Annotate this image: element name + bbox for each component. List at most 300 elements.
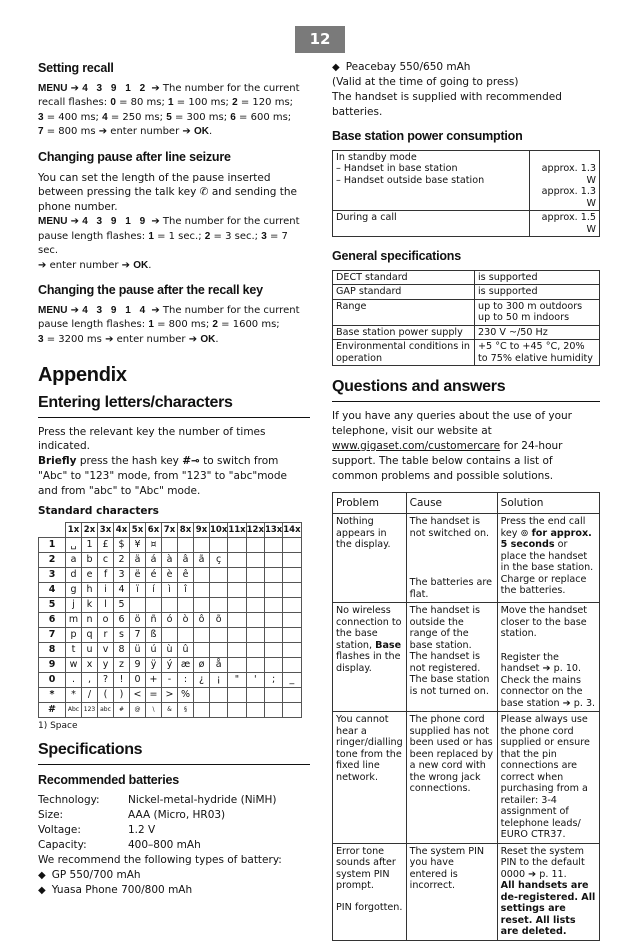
menu-key: MENU [38, 82, 68, 94]
solution-cell: Please always use the phone cord supplied or ensure that the pin connections are correct when purchasing from a retailer: 3-4 assignment of telephone leads/ EURO CTR37. [497, 712, 599, 844]
character-cell: = [146, 688, 162, 703]
table-row [333, 270, 600, 285]
character-cell [228, 643, 246, 658]
table-cell: approx. 1.5 W [530, 211, 600, 237]
cell-text: p. 10. [553, 663, 582, 675]
table-row [333, 211, 600, 237]
table-cell: Range [333, 299, 475, 325]
key-cell: 6 [39, 613, 66, 628]
key-sequence: 4 3 9 1 2 [82, 82, 149, 94]
table-cell: DECT standard [333, 270, 475, 285]
briefly-label: Briefly [38, 455, 77, 468]
character-cell: @ [130, 703, 146, 718]
spec-value: 400–800 mAh [128, 838, 201, 851]
arrow-right-icon: ➔ [528, 868, 537, 880]
column-header: 12x [246, 523, 264, 538]
value-key: 3 [261, 230, 267, 242]
character-row [39, 688, 302, 703]
cell-line: The base station is not turned on. [409, 674, 490, 697]
hash-key-icon: #⊸ [182, 455, 200, 468]
supplied-note: The handset is supplied with recommended batteries. [332, 91, 562, 118]
character-cell [228, 688, 246, 703]
character-cell [283, 703, 301, 718]
character-cell [246, 703, 264, 718]
arrow-right-icon: ➔ [70, 216, 80, 228]
table-row [333, 150, 600, 211]
character-cell: * [66, 688, 82, 703]
character-cell: k [82, 598, 98, 613]
character-cell [194, 568, 210, 583]
character-cell: ␣ [66, 538, 82, 553]
key-cell: 7 [39, 628, 66, 643]
batteries-heading: Recommended batteries [38, 772, 179, 787]
character-cell [264, 598, 282, 613]
step-text: pause length flashes: [38, 319, 146, 331]
character-cell [178, 538, 194, 553]
value-text: = 250 ms; [110, 111, 163, 123]
cell-line: approx. 1.3 W [541, 186, 596, 209]
value-text: = 1600 ms; [221, 319, 280, 331]
column-header: 3x [98, 523, 114, 538]
table-cell [39, 523, 66, 538]
value-text: = 3 sec.; [213, 230, 259, 242]
character-cell: 5 [114, 598, 130, 613]
character-cell: x [82, 658, 98, 673]
value-text: = 800 ms [46, 126, 96, 138]
step-text: pause length flashes: [38, 230, 146, 242]
column-header: 11x [228, 523, 246, 538]
spec-row [38, 793, 310, 808]
qa-heading-wrap [332, 376, 600, 402]
character-cell: < [130, 688, 146, 703]
character-cell [178, 628, 194, 643]
battery-type: ◆ Peacebay 550/650 mAh [332, 60, 600, 75]
table-cell [333, 150, 530, 211]
setting-recall-heading: Setting recall [38, 61, 114, 75]
table-cell: is supported [475, 270, 600, 285]
character-cell [246, 643, 264, 658]
character-cell: l [98, 598, 114, 613]
character-cell: 6 [114, 613, 130, 628]
value-key: 5 [166, 111, 172, 123]
arrow-right-icon: ➔ [182, 126, 191, 138]
character-cell [162, 538, 178, 553]
character-cell: 1 [82, 538, 98, 553]
character-cell: ì [162, 583, 178, 598]
character-cell [246, 553, 264, 568]
character-cell: abc [98, 703, 114, 718]
character-cell [246, 658, 264, 673]
character-cell: é [146, 568, 162, 583]
character-cell [283, 688, 301, 703]
table-cell: +5 °C to +45 °C, 20% to 75% elative humidity [475, 340, 600, 366]
character-cell: n [82, 613, 98, 628]
table-row [333, 603, 600, 712]
cell-text: Check the mains connector on the base station [500, 674, 583, 709]
character-cell [162, 628, 178, 643]
value-text: = 1 sec.; [157, 230, 202, 242]
entering-heading: Entering letters/characters [38, 393, 233, 411]
arrow-right-icon: ➔ [105, 333, 114, 345]
character-cell: u [82, 643, 98, 658]
cell-line: The handset is not switched on. [409, 516, 490, 539]
changing-pause-heading: Changing pause after line seizure [38, 149, 231, 164]
step-text: The number for the current [162, 82, 300, 94]
character-cell: ò [178, 613, 194, 628]
cell-text: Press the end call key [500, 516, 586, 539]
character-cell: ç [210, 553, 228, 568]
changing-recall-pause-heading: Changing the pause after the recall key [38, 283, 263, 298]
character-cell [162, 598, 178, 613]
ok-key: OK [193, 126, 209, 138]
character-cell [210, 688, 228, 703]
character-cell [264, 553, 282, 568]
character-cell: p [66, 628, 82, 643]
character-cell: z [114, 658, 130, 673]
table-cell: up to 300 m outdoors up to 50 m indoors [475, 299, 600, 325]
character-cell: s [114, 628, 130, 643]
cell-text: p. 3. [573, 697, 596, 709]
character-cell: c [98, 553, 114, 568]
value-key: 1 [168, 97, 174, 109]
character-cell: ø [194, 658, 210, 673]
cell-line: Error tone sounds after system PIN prompt. [336, 845, 396, 892]
column-header: 13x [264, 523, 282, 538]
value-key: 6 [230, 111, 236, 123]
character-cell [210, 568, 228, 583]
character-cell: f [98, 568, 114, 583]
left-column [38, 60, 310, 898]
character-cell: + [146, 673, 162, 688]
value-key: 0 [110, 97, 116, 109]
arrow-right-icon: ➔ [98, 126, 108, 138]
character-row [39, 658, 302, 673]
character-cell: ¥ [130, 538, 146, 553]
character-cell: i [98, 583, 114, 598]
table-cell: 230 V ~/50 Hz [475, 325, 600, 340]
character-cell: $ [114, 538, 130, 553]
table-cell: Base station power supply [333, 325, 475, 340]
support-link[interactable]: www.gigaset.com/customercare [332, 439, 501, 452]
value-key: 3 [38, 333, 44, 345]
character-cell: q [82, 628, 98, 643]
character-cell [264, 538, 282, 553]
column-header: 4x [114, 523, 130, 538]
value-key: 3 [38, 111, 44, 123]
character-cell [283, 598, 301, 613]
arrow-right-icon: ➔ [121, 259, 131, 271]
column-header: 14x [283, 523, 301, 538]
character-cell [228, 658, 246, 673]
spec-key: Capacity: [38, 838, 87, 851]
briefly-text [38, 454, 310, 499]
table-row [333, 340, 600, 366]
value-text: = 7 sec. [38, 230, 288, 257]
key-cell: 8 [39, 643, 66, 658]
character-row [39, 583, 302, 598]
character-cell [210, 643, 228, 658]
character-cell: t [66, 643, 82, 658]
spec-value: AAA (Micro, HR03) [128, 809, 226, 822]
character-cell: m [66, 613, 82, 628]
page-number: 12 [309, 29, 331, 48]
character-cell: 3 [114, 568, 130, 583]
step-text: The number for the current [162, 216, 300, 228]
character-cell: h [82, 583, 98, 598]
character-cell [264, 568, 282, 583]
key-cell: 3 [39, 568, 66, 583]
column-header: 1x [66, 523, 82, 538]
table-row [333, 299, 600, 325]
character-row [39, 568, 302, 583]
character-cell: . [66, 673, 82, 688]
character-cell [194, 598, 210, 613]
value-text: = 400 ms; [46, 111, 99, 123]
character-cell [283, 553, 301, 568]
character-cell: § [178, 703, 194, 718]
specifications-heading: Specifications [38, 740, 143, 758]
standard-characters-heading: Standard characters [38, 505, 159, 518]
cell-line: – Handset in base station [336, 163, 458, 175]
character-table-header [39, 523, 302, 538]
body-text: You can set the length of the pause inserted between pressing the talk key [38, 171, 271, 199]
cell-line: All handsets are de-registered. All settings are reset. All lists are deleted. [500, 880, 596, 938]
value-key: 1 [148, 230, 154, 242]
cell-line: The handset is not registered. [409, 651, 481, 674]
character-cell: a [66, 553, 82, 568]
character-cell [246, 628, 264, 643]
character-cell: # [114, 703, 130, 718]
value-text: = 120 ms; [240, 97, 294, 109]
character-cell [264, 688, 282, 703]
character-cell: ' [246, 673, 264, 688]
character-row [39, 628, 302, 643]
character-cell: 7 [130, 628, 146, 643]
character-cell [228, 703, 246, 718]
character-cell [210, 703, 228, 718]
character-cell: á [146, 553, 162, 568]
character-cell [194, 538, 210, 553]
cell-line: Charge or replace the batteries. [500, 573, 587, 597]
character-cell: ñ [146, 613, 162, 628]
key-cell: 1 [39, 538, 66, 553]
body-text: for 24-hour support. The table below contains a list of common problems and possible solutions. [332, 439, 563, 482]
table-row [333, 843, 600, 940]
body-text: to switch from "Abc" to "123" mode, from "123" to "abc"mode and from "abc" to "Abc" mode. [38, 455, 287, 498]
character-cell: ? [98, 673, 114, 688]
character-cell: / [82, 688, 98, 703]
arrow-right-icon: ➔ [70, 82, 80, 94]
character-cell [264, 628, 282, 643]
character-cell [210, 583, 228, 598]
value-text: = 600 ms; [239, 111, 292, 123]
step-text: The number for the current [162, 304, 300, 316]
character-cell [283, 583, 301, 598]
problem-cell [333, 843, 407, 940]
character-cell [194, 703, 210, 718]
cell-text: for approx. 5 seconds [500, 527, 592, 551]
column-header: 5x [130, 523, 146, 538]
character-cell: _ [283, 673, 301, 688]
character-cell [246, 583, 264, 598]
key-cell: 0 [39, 673, 66, 688]
table-cell: During a call [333, 211, 530, 237]
spec-row [38, 808, 310, 823]
character-cell: r [98, 628, 114, 643]
key-cell: # [39, 703, 66, 718]
character-cell: ê [178, 568, 194, 583]
key-sequence: 4 3 9 1 9 [82, 216, 149, 228]
column-header: Cause [406, 492, 497, 514]
character-cell: ö [130, 613, 146, 628]
character-cell: j [66, 598, 82, 613]
character-cell [283, 643, 301, 658]
value-text: = 800 ms; [157, 319, 210, 331]
character-cell: 4 [114, 583, 130, 598]
character-row [39, 613, 302, 628]
cell-line: The batteries are flat. [409, 577, 493, 600]
character-cell: ã [194, 553, 210, 568]
key-cell: 5 [39, 598, 66, 613]
column-header: 2x [82, 523, 98, 538]
entering-heading-wrap [38, 392, 310, 418]
problem-cell: Nothing appears in the display. [333, 514, 407, 603]
character-cell [194, 643, 210, 658]
table-cell: Environmental conditions in operation [333, 340, 475, 366]
spec-value: Nickel-metal-hydride (NiMH) [128, 794, 277, 807]
problem-cell: You cannot hear a ringer/dialling tone from the fixed line network. [333, 712, 407, 844]
step-text: enter number [49, 259, 119, 271]
column-header: 8x [178, 523, 194, 538]
arrow-right-icon: ➔ [151, 304, 160, 316]
changing-pause-steps: MENU ➔ 4 3 9 1 9 ➔ The number for the current pause length flashes: 1 = 1 sec.; 2 = 3 sec.; 3 = 7 sec. ➔ enter number ➔ OK. [38, 216, 300, 271]
character-row [39, 598, 302, 613]
cause-cell [406, 603, 497, 712]
cell-text: Reset the system PIN to the default 0000 [500, 845, 585, 880]
character-cell: å [210, 658, 228, 673]
battery-recommend: We recommend the following types of battery: [38, 853, 282, 866]
table-cell [530, 150, 600, 211]
setting-recall-steps: MENU ➔ 4 3 9 1 2 ➔ The number for the current recall flashes: 0 = 80 ms; 1 = 100 ms; 2 = 120 ms; 3 = 400 ms; 4 = 250 ms; 5 = 300 ms; 6 = 600 ms; 7 = 800 ms ➔ enter number ➔ OK. [38, 82, 300, 138]
character-cell: & [162, 703, 178, 718]
changing-pause-text [38, 171, 310, 216]
general-table [332, 270, 600, 367]
spec-row [38, 823, 310, 838]
character-cell: ! [114, 673, 130, 688]
character-cell [228, 613, 246, 628]
arrow-right-icon: ➔ [151, 82, 160, 94]
character-cell: ¡ [210, 673, 228, 688]
character-cell: ¿ [194, 673, 210, 688]
battery-type: ◆ GP 550/700 mAh [38, 868, 310, 883]
character-cell: w [66, 658, 82, 673]
character-cell: æ [178, 658, 194, 673]
character-cell: - [162, 673, 178, 688]
character-cell [283, 628, 301, 643]
character-table [38, 522, 302, 718]
column-header: 9x [194, 523, 210, 538]
character-cell: ; [264, 673, 282, 688]
value-key: 2 [212, 319, 218, 331]
table-cell: is supported [475, 285, 600, 300]
character-cell: 123 [82, 703, 98, 718]
menu-key: MENU [38, 216, 68, 228]
character-cell: > [162, 688, 178, 703]
cell-line: approx. 1.3 W [541, 163, 596, 186]
table-cell: GAP standard [333, 285, 475, 300]
key-sequence: 4 3 9 1 4 [82, 304, 149, 316]
cell-text: Base [375, 639, 402, 651]
spec-key: Technology: [38, 794, 100, 807]
character-cell: õ [210, 613, 228, 628]
character-cell [283, 613, 301, 628]
character-cell [194, 688, 210, 703]
right-column [332, 60, 600, 941]
general-heading: General specifications [332, 249, 461, 264]
character-cell [246, 568, 264, 583]
step-text: enter number [110, 126, 180, 138]
value-key: 7 [38, 126, 44, 138]
character-cell [228, 538, 246, 553]
character-row [39, 538, 302, 553]
cause-cell [406, 514, 497, 603]
character-row [39, 673, 302, 688]
valid-note: (Valid at the time of going to press) [332, 76, 519, 89]
character-cell: ä [130, 553, 146, 568]
character-cell: b [82, 553, 98, 568]
column-header: 10x [210, 523, 228, 538]
character-cell: ë [130, 568, 146, 583]
character-cell [246, 538, 264, 553]
table-row [333, 514, 600, 603]
value-text: = 300 ms; [174, 111, 228, 123]
cell-text: flashes in the display. [336, 651, 401, 674]
value-key: 2 [204, 230, 211, 242]
value-key: 1 [148, 319, 154, 331]
character-cell: û [178, 643, 194, 658]
specifications-heading-wrap [38, 739, 310, 765]
arrow-right-icon: ➔ [542, 663, 551, 675]
character-cell [228, 628, 246, 643]
character-cell: e [82, 568, 98, 583]
character-cell: ) [114, 688, 130, 703]
character-cell [210, 628, 228, 643]
character-cell: ¤ [146, 538, 162, 553]
character-cell [178, 598, 194, 613]
entering-text: Press the relevant key the number of times indicated. [38, 425, 266, 453]
page-number-tab [295, 26, 345, 53]
character-cell [194, 583, 210, 598]
cell-line: The handset is outside the range of the base station. [409, 605, 481, 651]
character-cell: ß [146, 628, 162, 643]
key-cell: 4 [39, 583, 66, 598]
character-cell: à [162, 553, 178, 568]
character-cell: y [98, 658, 114, 673]
character-cell: ý [162, 658, 178, 673]
table-header-row [333, 492, 600, 514]
spec-key: Voltage: [38, 824, 81, 837]
character-cell [246, 688, 264, 703]
spec-value: 1.2 V [128, 824, 156, 837]
talk-key-icon: ✆ [199, 186, 209, 199]
spec-row [38, 838, 310, 853]
table-row [333, 325, 600, 340]
character-cell: ü [130, 643, 146, 658]
character-cell: ô [194, 613, 210, 628]
solution-cell [497, 603, 599, 712]
key-cell: 2 [39, 553, 66, 568]
character-cell [210, 538, 228, 553]
